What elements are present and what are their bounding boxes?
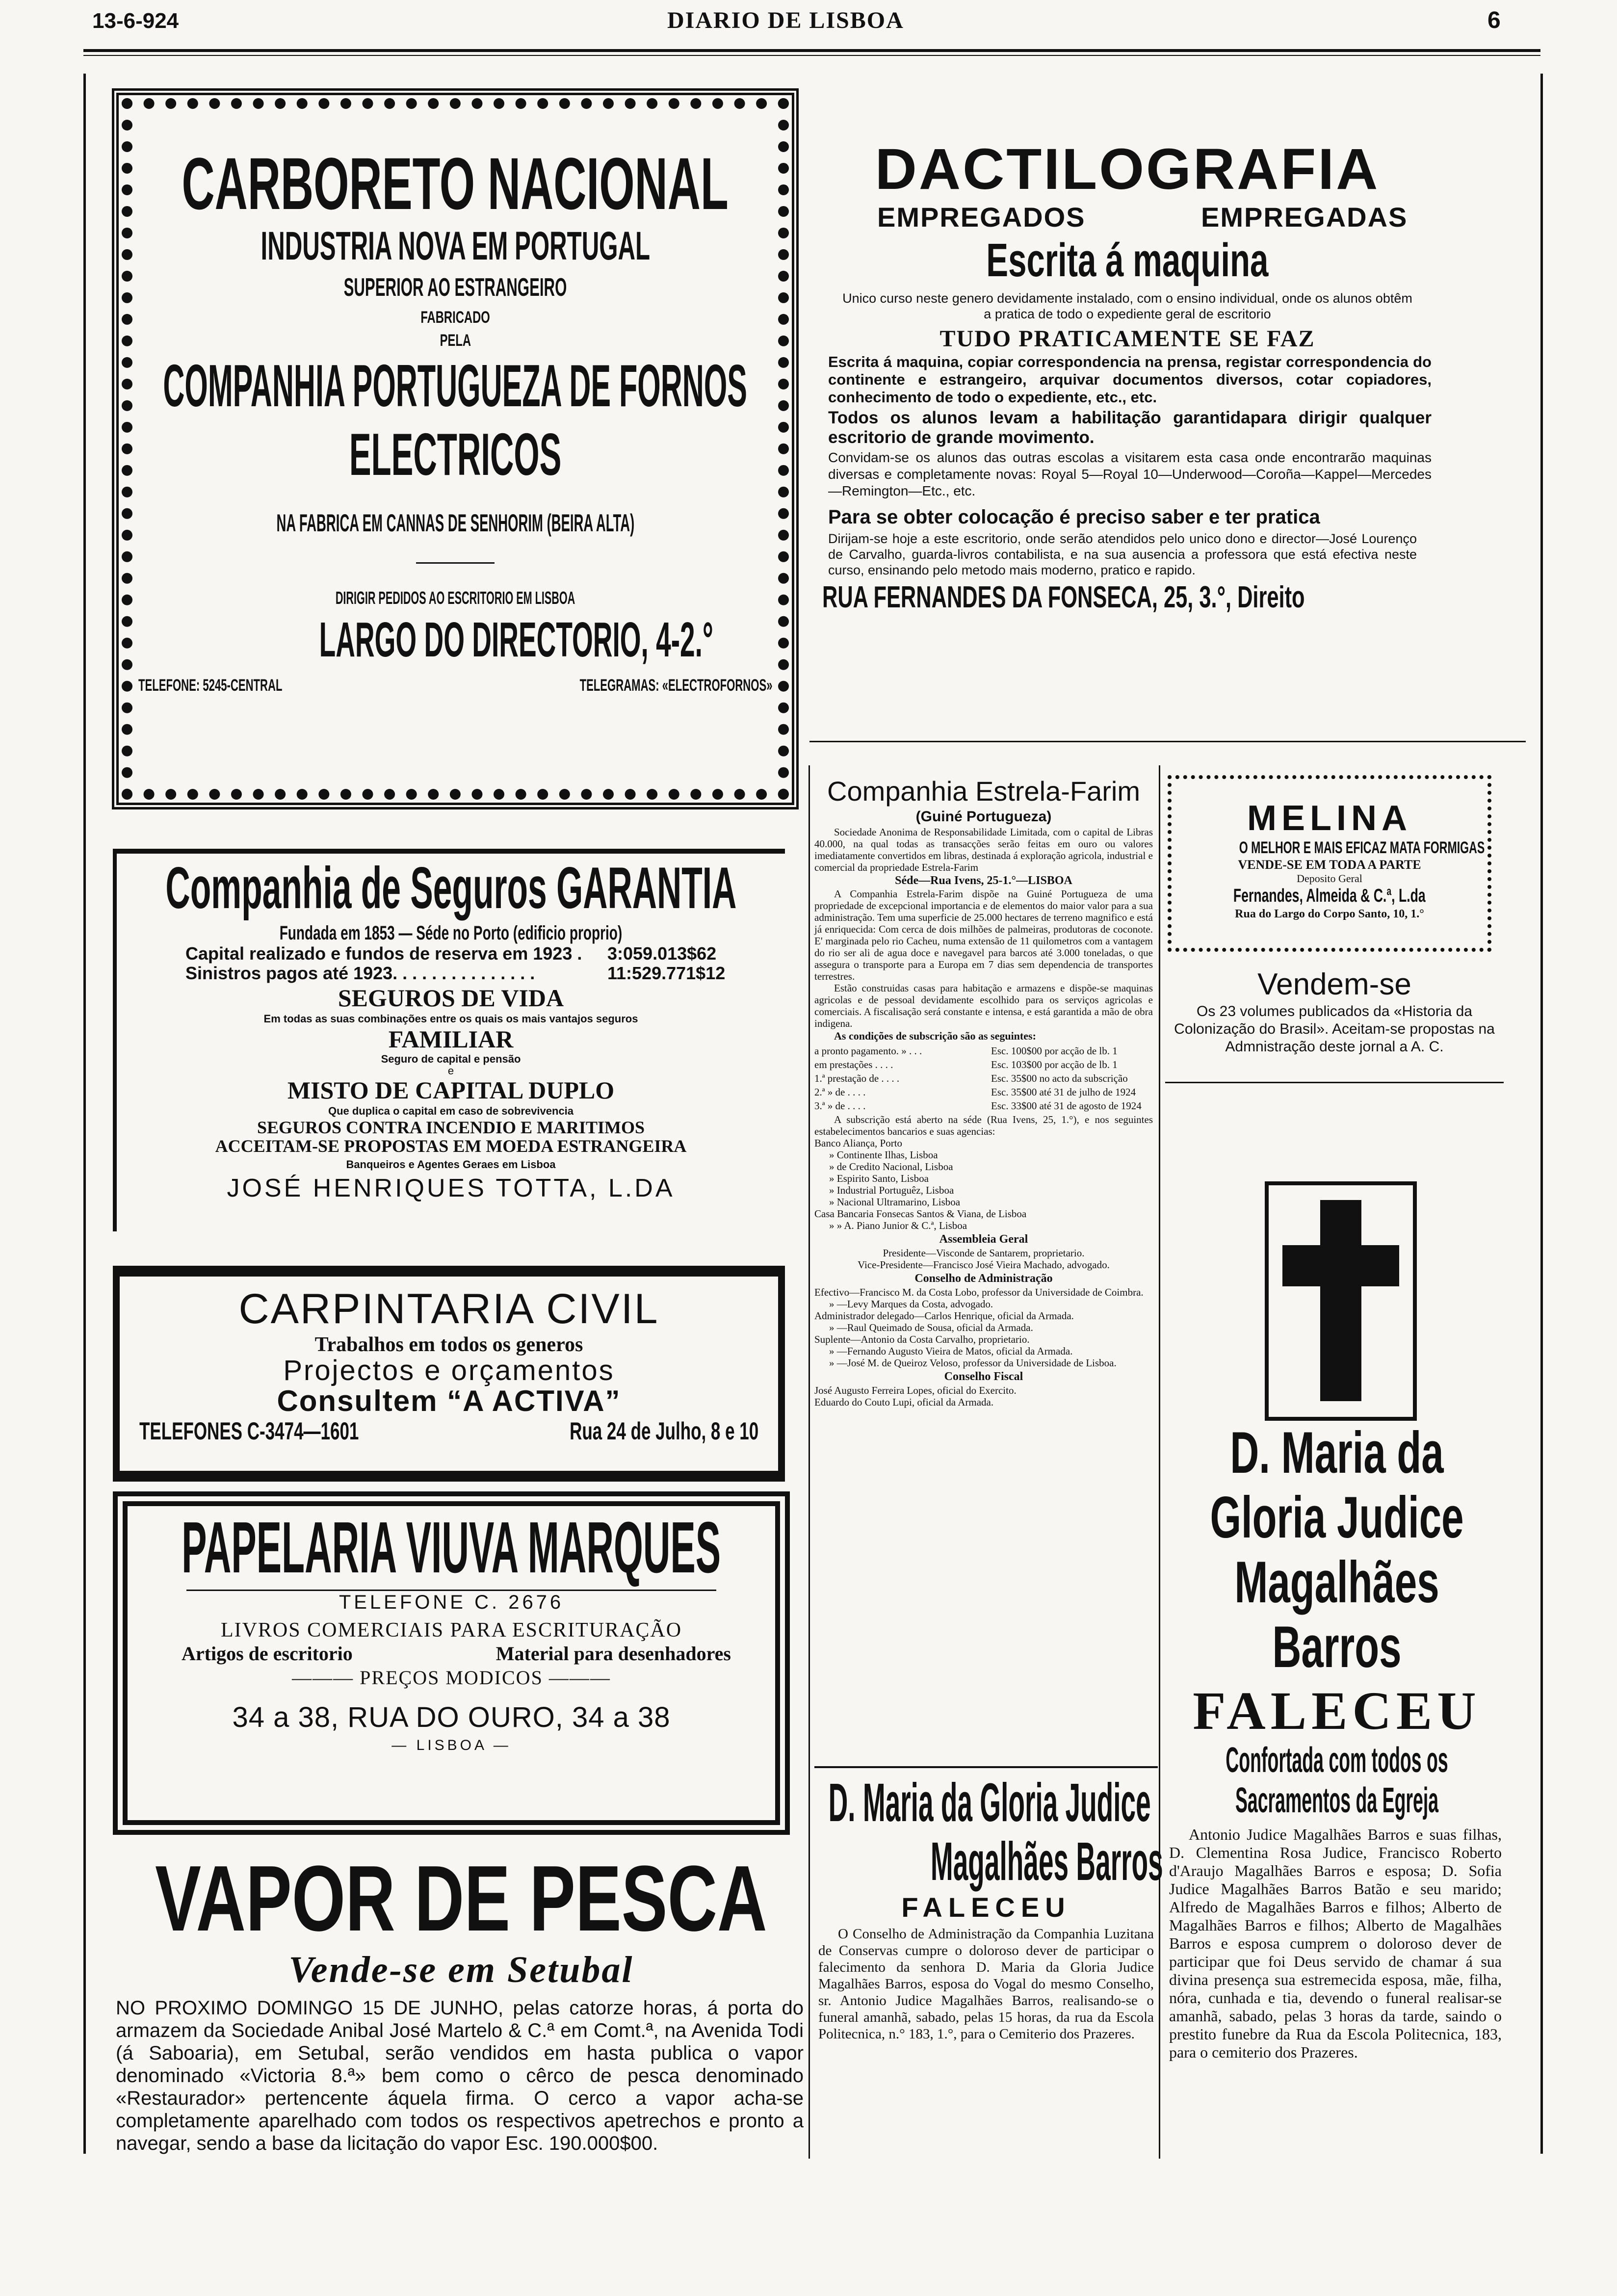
seguros-misto: MISTO DE CAPITAL DUPLO (287, 1076, 615, 1104)
seguros-sin-value: 11:529.771$12 (607, 963, 726, 983)
estrela-table (814, 1045, 1153, 1112)
estrela-bank: » Industrial Portuguêz, Lisboa (829, 1184, 954, 1196)
dactilo-p4: Convidam-se os alunos das outras escolas a visitarem esta casa onde encontrarão maquinas diversas e completamente novas: Royal 5—Royal 10—Underwood—Coroña—Kappel—Mercedes—Remington—Etc., etc. (828, 450, 1432, 498)
cross-box (1265, 1181, 1417, 1421)
estrela-row-b: Esc. 35$00 no acto da subscrição (991, 1072, 1128, 1084)
estrela-cf-item: José Augusto Ferreira Lopes, oficial do Exercito. (814, 1384, 1017, 1396)
cross-icon (1269, 1185, 1413, 1417)
obit2-name1: D. Maria da Gloria Judice (828, 1773, 1151, 1833)
estrela-bank: » de Credito Nacional, Lisboa (829, 1161, 953, 1173)
estrela-ca-item: Administrador delegado—Carlos Henrique, oficial da Armada. (814, 1310, 1074, 1322)
papelaria-title: PAPELARIA VIUVA MARQUES (182, 1507, 721, 1588)
papelaria-l3: ——— PREÇOS MODICOS ——— (292, 1667, 611, 1689)
col-rule-1 (808, 765, 810, 2159)
seguros-bankers: Banqueiros e Agentes Geraes em Lisboa (346, 1158, 556, 1171)
estrela-bank: Banco Aliança, Porto (814, 1137, 903, 1149)
col-rule-2 (1159, 765, 1160, 2159)
estrela-ag-item: Vice-Presidente—Francisco José Vieira Machado, advogado. (858, 1259, 1110, 1271)
estrela-ca-item: Suplente—Antonio da Costa Carvalho, proprietario. (814, 1333, 1030, 1345)
carboreto-phone: TELEFONE: 5245-CENTRAL (138, 676, 283, 695)
vendem-ad (1165, 966, 1504, 1084)
dactilo-sub-left: EMPREGADOS (877, 202, 1086, 233)
obit2-body: O Conselho de Administração da Companhia Luzitana de Conservas cumpre o doloroso dever de participar o falecimento da senhora D. Maria da Gloria Judice Magalhães Barros, esposa do Vogal do mesmo Conselho, sr. Antonio Judice Magalhães Barros, realisando-se o funeral amanhã, sabado, pelas 15 horas, da rua da Escola Politecnica, n.° 183, 1.°, para o Cemiterio dos Prazeres. (818, 1926, 1154, 2042)
obit1-body: Antonio Judice Magalhães Barros e suas filhas, D. Clementina Rosa Judice, Francisco Roberto d'Araujo Magalhães Barros e esposa; D. Sofia Judice Magalhães Barros Batão e seu marido; Alfredo de Magalhães Barros e filhos; Alberto de Magalhães Barros e filhos; Alberto de Magalhães Barros e esposa cumprem o doloroso dever de participar que foi Deus servido de chamar á sua divina presença sua estremecida esposa, mãe, filha, nóra, cunhada e tia, devendo o funeral realisar-se amanhã, sabado, pelas 3 horas da tarde, saindo o prestito funebre da Rua da Escola Politecnica, 183, para o cemiterio dos Prazeres. (1169, 1826, 1502, 2061)
estrela-title: Companhia Estrela-Farim (827, 776, 1140, 807)
vapor-ad (113, 1847, 809, 2164)
obit1-confortada: Confortada com todos os Sacramentos da Egreja (1226, 1741, 1448, 1820)
papelaria-l2b: Material para desenhadores (496, 1643, 731, 1665)
estrela-row-a: a pronto pagamento. » . . . (814, 1045, 922, 1057)
papelaria-l2a: Artigos de escritorio (182, 1643, 353, 1665)
estrela-cf-title: Conselho Fiscal (944, 1370, 1023, 1383)
seguros-familiar: FAMILIAR (388, 1025, 514, 1053)
seguros-incendio: SEGUROS CONTRA INCENDIO E MARITIMOS (257, 1118, 645, 1137)
obit2-name2: Magalhães Barros (930, 1831, 1163, 1892)
melina-l3: Deposito Geral (1297, 872, 1362, 885)
estrela-ag-title: Assembleia Geral (939, 1233, 1028, 1246)
carpintaria-ad (113, 1266, 785, 1482)
seguros-familiar-sub: Seguro de capital e pensão (381, 1053, 521, 1065)
estrela-bank: Casa Bancaria Fonsecas Santos & Viana, de Lisboa (814, 1208, 1027, 1220)
estrela-cf-item: Eduardo do Couto Lupi, oficial da Armada. (814, 1396, 994, 1408)
seguros-cap-value: 3:059.013$62 (607, 943, 717, 964)
carboreto-telegrams: TELEGRAMAS: «ELECTROFORNOS» (579, 676, 772, 695)
estrela-ca-item: » —Levy Marques da Costa, advogado. (829, 1298, 993, 1310)
estrela-row-a: 1.ª prestação de . . . . (814, 1072, 900, 1084)
header-page: 6 (1487, 7, 1501, 33)
carboreto-inner (138, 134, 772, 763)
carboreto-line2: SUPERIOR AO ESTRANGEIRO (343, 273, 567, 302)
estrela-bank: » » A. Piano Junior & C.ª, Lisboa (829, 1220, 967, 1231)
seguros-e: e (447, 1065, 454, 1077)
melina-title: MELINA (1247, 799, 1412, 838)
estrela-bank: » Continente Ilhas, Lisboa (829, 1149, 938, 1161)
melina-l1: O MELHOR E MAIS EFICAZ MATA FORMIGAS (1239, 838, 1485, 857)
carboreto-company2: ELECTRICOS (349, 421, 562, 488)
estrela-row-a: 3.ª » de . . . . (814, 1100, 866, 1112)
header-rule-thin (83, 55, 1540, 56)
vapor-title: VAPOR DE PESCA (155, 1847, 767, 1951)
estrela-row-b: Esc. 103$00 por acção de lb. 1 (991, 1059, 1118, 1070)
vendem-bottom-rule (1165, 1082, 1504, 1083)
dactilo-title: DACTILOGRAFIA (875, 137, 1380, 202)
melina-ad (1168, 775, 1491, 952)
dactilo-h3: Para se obter colocação é preciso saber e ter pratica (828, 506, 1320, 528)
right-frame-rule (1540, 74, 1543, 2154)
papelaria-l1: LIVROS COMERCIAIS PARA ESCRITURAÇÃO (220, 1619, 682, 1642)
carboreto-line3: FABRICADO (420, 308, 490, 327)
carboreto-divider (158, 557, 753, 566)
seguros-agent: JOSÉ HENRIQUES TOTTA, L.DA (227, 1174, 675, 1202)
estrela-ag-item: Presidente—Visconde de Santarem, proprietario. (883, 1247, 1085, 1259)
estrela-cond: As condições de subscrição são as seguintes: (834, 1030, 1036, 1042)
carboreto-ad (112, 88, 799, 809)
dactilo-p1: Unico curso neste genero devidamente instalado, com o ensino individual, onde os alunos obtêm a pratica de todo o expediente geral de escritorio (842, 291, 1412, 321)
estrela-ca-item: » —Raul Queimado de Sousa, oficial da Armada. (829, 1322, 1033, 1333)
melina-l2: VENDE-SE EM TODA A PARTE (1238, 858, 1421, 872)
carboreto-title: CARBORETO NACIONAL (182, 142, 729, 225)
estrela-ad (814, 775, 1153, 1761)
seguros-title: Companhia de Seguros GARANTIA (165, 855, 736, 921)
estrela-bank: » Espirito Santo, Lisboa (829, 1173, 929, 1184)
estrela-row-a: 2.ª » de . . . . (814, 1086, 866, 1098)
obit1-faleceu: FALECEU (1193, 1681, 1481, 1741)
papelaria-address: 34 a 38, RUA DO OURO, 34 a 38 (232, 1701, 671, 1733)
estrela-ca (814, 1286, 1153, 1369)
carpintaria-l3: Consultem “A ACTIVA” (277, 1384, 621, 1417)
melina-l5: Rua do Largo do Corpo Santo, 10, 1.° (1235, 908, 1424, 920)
estrela-ca-item: Efectivo—Francisco M. da Costa Lobo, professor da Universidade de Coimbra. (814, 1286, 1144, 1298)
header-title: DIARIO DE LISBOA (667, 7, 904, 33)
carpintaria-phones: TELEFONES C-3474—1601 (139, 1417, 359, 1445)
estrela-ag (814, 1247, 1153, 1271)
dactilo-p5: Dirijam-se hoje a este escritorio, onde serão atendidos pelo unico dono e director—José Lourenço de Carvalho, guarda-livros contabilista, e na sua ausencia a professora que está efectiva neste curso, ensinando pelo metodo mais moderno, pratico e rapido. (828, 531, 1417, 577)
header-date: 13-6-924 (92, 9, 179, 33)
estrela-ca-item: » —José M. de Queiroz Veloso, professor da Universidade de Lisboa. (829, 1357, 1117, 1369)
estrela-ca-title: Conselho de Administração (914, 1272, 1053, 1285)
dactilo-h2: TUDO PRATICAMENTE SE FAZ (939, 326, 1315, 352)
estrela-cf (814, 1384, 1153, 1408)
estrela-p1: Sociedade Anonima de Responsabilidade Limitada, com o capital de Libras 40.000, na qual todas as transacções serão feitas em ouro ou valores imediatamente convertidos em libras, destinada á exploração agricola, industrial e comercial da propriedade Estrela-Farim (814, 826, 1153, 873)
dactilo-ad (808, 137, 1446, 692)
estrela-p3: Estão construidas casas para habitação e armazens e dispõe-se maquinas agricolas e de pessoal devidamente escolhido para os serviços agricolas e comerciais. A fiscalisação será constante e intensa, e está garantida a mão de obra indigena. (814, 982, 1153, 1029)
carboreto-line4: PELA (440, 331, 471, 350)
dactilo-bottom-rule (809, 741, 1526, 742)
seguros-vida-sub: Em todas as suas combinações entre os quais os mais vantajos seguros (263, 1013, 638, 1025)
estrela-sede: Séde—Rua Ivens, 25-1.°—LISBOA (895, 874, 1072, 887)
obit2-ad (814, 1773, 1163, 2146)
estrela-row-b: Esc. 33$00 até 31 de agosto de 1924 (991, 1100, 1142, 1112)
vendem-body: Os 23 volumes publicados da «Historia da Colonização do Brasil». Aceitam-se propostas na Admnistração deste jornal a A. C. (1174, 1003, 1495, 1055)
dactilo-p2: Escrita á maquina, copiar correspondencia na prensa, registar correspondencia do continente e estrangeiro, arquivar documentos diversos, cotar copiadores, conhecimento de todo o expediente, etc., etc. (828, 353, 1432, 406)
seguros-vida: SEGUROS DE VIDA (338, 984, 564, 1012)
obit1-ad (1165, 1420, 1509, 2151)
estrela-bank: » Nacional Ultramarino, Lisboa (829, 1196, 961, 1208)
papelaria-phone: TELEFONE C. 2676 (186, 1590, 716, 1614)
estrela-sub: (Guiné Portugueza) (915, 809, 1052, 825)
left-frame-rule (83, 74, 86, 2154)
obit2-top-rule (814, 1766, 1158, 1768)
header-rule (83, 49, 1540, 52)
melina-l4: Fernandes, Almeida & C.ª, L.da (1233, 886, 1426, 906)
obit1-name: D. Maria da Gloria Judice Magalhães Barros (1210, 1420, 1464, 1680)
estrela-ca-item: » —Fernando Augusto Vieira de Matos, oficial da Armada. (829, 1345, 1073, 1357)
estrela-row-a: em prestações . . . . (814, 1059, 893, 1070)
vapor-body: NO PROXIMO DOMINGO 15 DE JUNHO, pelas catorze horas, á porta do armazem da Sociedade Anibal José Martelo & C.ª em Comt.ª, na Avenida Todi (á Saboaria), em Setubal, serão vendidos em hasta publica o vapor denominado «Victoria 8.ª» bem como o cêrco de pesca denominado «Restaurador» pertencente áquela firma. O cerco a vapor acha-se completamente aparelhado com todos os respectivos apetrechos e pronto a navegar, sendo a base da licitação do vapor Esc. 190.000$00. (116, 1997, 804, 2154)
carpintaria-l1: Trabalhos em todos os generos (314, 1333, 583, 1356)
dactilo-address: RUA FERNANDES DA FONSECA, 25, 3.°, Direito (822, 580, 1305, 614)
seguros-sin-label: Sinistros pagos até 1923. . . . . . . . . . . . . . . (185, 963, 535, 983)
seguros-acceitam: ACCEITAM-SE PROPOSTAS EM MOEDA ESTRANGEIRA (215, 1136, 687, 1156)
carpintaria-address: Rua 24 de Julho, 8 e 10 (569, 1417, 758, 1445)
vapor-sub: Vende-se em Setubal (288, 1949, 634, 1990)
carboreto-orders: DIRIGIR PEDIDOS AO ESCRITORIO EM LISBOA (335, 588, 575, 608)
vendem-title: Vendem-se (1257, 967, 1411, 1001)
estrela-p2: A Companhia Estrela-Farim dispõe na Guiné Portugueza de uma propriedade de excepcional importancia e de elementos do maior valor para a sua administração. Tem uma superficie de 25.000 hectares de terreno magnifico e está já enriquecida: Com cerca de dois milhões de palmeiras, produtoras de coconote. E' marginada pelo rio Cacheu, numa extensão de 11 quilometros com a vantagem do rio ser ali de agua doce e navegavel para barcos até 3.000 toneladas, o que assegura o transporte para a Europa em 7 dias sem dependencia de transportes terrestres. (814, 888, 1153, 982)
estrela-p4: A subscrição está aberto na séde (Rua Ivens, 25, 1.°), e nos seguintes estabelecimentos bancarios e suas agencias: (814, 1114, 1153, 1137)
seguros-cap-label: Capital realizado e fundos de reserva em 1923 . (185, 943, 582, 964)
carboreto-factory: NA FABRICA EM CANNAS DE SENHORIM (BEIRA ALTA) (276, 509, 634, 537)
seguros-founded: Fundada em 1853 — Séde no Porto (edificio proprio) (279, 922, 623, 944)
papelaria-ad (113, 1491, 790, 1835)
estrela-row-b: Esc. 35$00 até 31 de julho de 1924 (991, 1086, 1136, 1098)
estrela-row-b: Esc. 100$00 por acção de lb. 1 (991, 1045, 1118, 1057)
carboreto-line1: INDUSTRIA NOVA EM PORTUGAL (261, 224, 650, 268)
carboreto-company: COMPANHIA PORTUGUEZA DE FORNOS (163, 352, 748, 419)
dactilo-sub2: Escrita á maquina (986, 234, 1269, 287)
carboreto-address: LARGO DO DIRECTORIO, 4-2.° (319, 612, 713, 667)
carpintaria-l2: Projectos e orçamentos (283, 1355, 615, 1386)
obit2-faleceu: FALECEU (901, 1892, 1071, 1923)
dactilo-sub-right: EMPREGADAS (1201, 202, 1408, 233)
seguros-misto-sub: Que duplica o capital em caso de sobrevivencia (328, 1105, 574, 1117)
seguros-ad (113, 849, 785, 1231)
dactilo-p3: Todos os alunos levam a habilitação garantidapara dirigir qualquer escritorio de grande movimento. (828, 408, 1432, 447)
estrela-banks (814, 1137, 1153, 1231)
carpintaria-title: CARPINTARIA CIVIL (238, 1285, 659, 1332)
papelaria-city: — LISBOA — (391, 1737, 511, 1753)
